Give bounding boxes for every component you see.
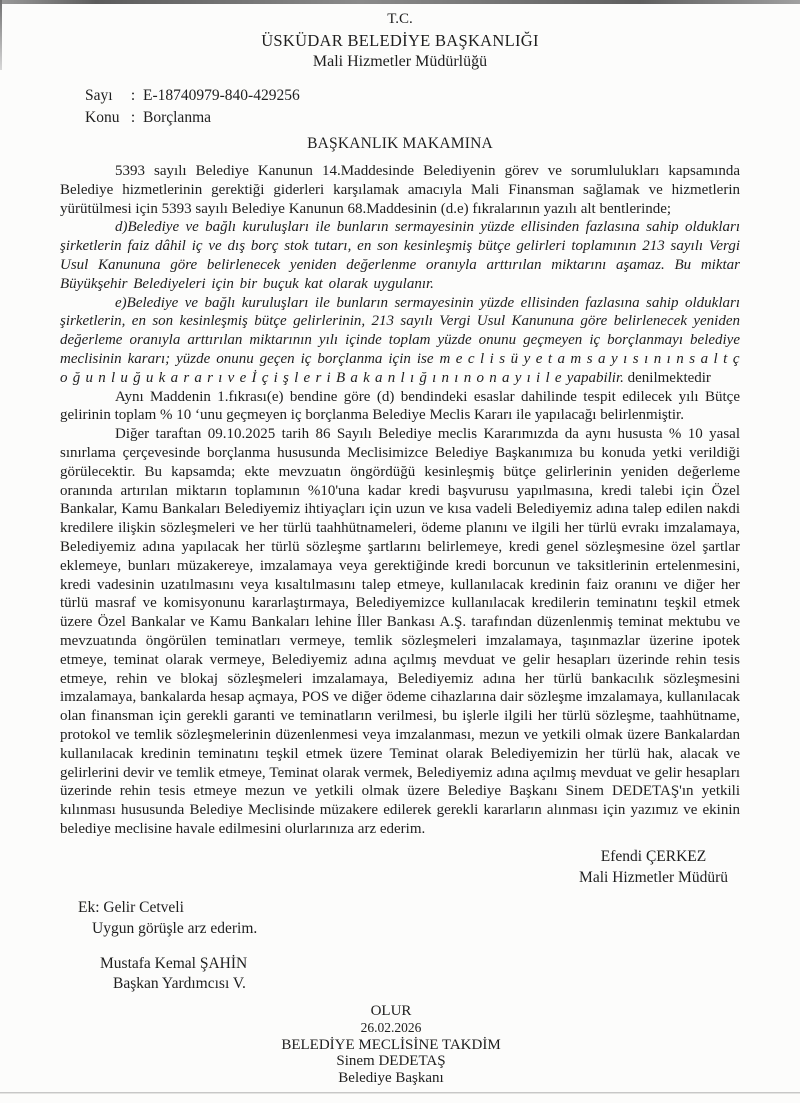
letterhead-tc: T.C. (387, 11, 413, 27)
konu-colon: : (130, 109, 136, 126)
paragraph (60, 294, 740, 388)
meta-row-sayi (85, 85, 800, 107)
paragraph (60, 162, 740, 218)
signature-left-title: Başkan Yardımcısı V. (113, 974, 246, 992)
meta-row-konu (85, 107, 800, 129)
letterhead-organization: ÜSKÜDAR BELEDİYE BAŞKANLIĞI (261, 31, 539, 50)
attachment-line: Ek: Gelir Cetveli (78, 898, 184, 916)
document-meta (85, 85, 800, 129)
letter-body (60, 162, 740, 839)
olur-label: OLUR (370, 1003, 412, 1019)
sayi-colon: : (130, 87, 136, 104)
signature-right-title: Mali Hizmetler Müdürü (579, 868, 728, 886)
approval-note: Uygun görüşle arz ederim. (92, 919, 258, 937)
mayor-title: Belediye Başkanı (338, 1070, 444, 1087)
paragraph (60, 425, 740, 839)
paragraph-text: e)Belediye ve bağlı kuruluşları ile bunların sermayesinin yüzde ellisinden fazlasına sahip oldukları şirketlerin, en son kesinleşmiş bütçe gelirlerinin, 213 sayılı Vergi Usul Kanununa göre belirlenecek yeniden değerleme oranıyla arttırılan miktarının yılı içinde toplam yüzde onunu geçmeyen iç borçlanmayı belediye meclisinin kararı; yüzde onunu geçen iç borçlanma için ise (60, 294, 740, 367)
paragraph-text: Aynı Maddenin 1.fıkrası(e) bendine göre (d) bendindeki esaslar dahilinde tespit edilecek yılı Bütçe gelirinin toplam % 10 ‘unu geçmeyen iç borçlanma Belediye Meclis Kararı ile yapılacağı belirlenmiştir. (60, 388, 740, 424)
scan-top-edge (0, 0, 800, 4)
konu-label: Konu (85, 109, 120, 126)
paragraph-text: m e c l i s ü y e t a m s a y ı s ı n ı n s a l t ç o ğ u n l u ğ u k a r a r ı v e İ ç i ş l e r i B a k a n l ı ğ ı n ı n o n a y ı i l e (60, 350, 740, 386)
addressee-heading: BAŞKANLIK MAKAMINA (307, 135, 493, 152)
signature-right-name: Efendi ÇERKEZ (600, 847, 707, 865)
scan-bottom-line (0, 1092, 800, 1093)
sayi-label: Sayı (85, 87, 113, 104)
paragraph-text: 5393 sayılı Belediye Kanunun 14.Maddesinde Belediyenin görev ve sorumlulukları kapsamında Belediye hizmetlerinin gerektiği giderleri karşılamak amacıyla Mali Finansman sağlamak ve hizmetlerin yürütülmesi için 5393 sayılı Belediye Kanunun 68.Maddesinin (d.e) fıkralarının yazılı alt bentlerinde; (60, 163, 740, 217)
scan-left-edge (0, 0, 2, 70)
paragraph-text: d)Belediye ve bağlı kuruluşları ile bunların sermayesinin yüzde ellisinden fazlasına sahip oldukları şirketlerin faiz dâhil iç ve dış borç stok tutarı, en son kesinleşmiş bütçe gelirleri toplamının 213 sayılı Vergi Usul Kanununa göre belirlenecek yeniden değerlenme oranıyla arttırılan miktarını aşamaz. Bu miktar Büyükşehir Belediyeleri için bir buçuk kat olarak uygulanır. (60, 219, 740, 292)
signature-right (579, 846, 728, 888)
paragraph-text: yapabilir. (566, 369, 624, 386)
signature-left (100, 954, 800, 994)
presented-to-line: BELEDİYE MECLİSİNE TAKDİM (281, 1036, 501, 1053)
approval-date: 26.02.2026 (360, 1019, 422, 1035)
paragraph-text: denilmektedir (623, 369, 711, 386)
mayor-approval-block (0, 1003, 782, 1087)
sayi-value: E-18740979-840-429256 (143, 87, 300, 104)
paragraph-text: Diğer taraftan 09.10.2025 tarih 86 Sayılı Belediye meclis Kararımızda da aynı hususta % 10 yasal sınırlama çerçevesinde borçlanma hususunda Meclisimizce Belediye Başkanımıza bu konuda yetki verildiği görülecektir. Bu kapsamda; ekte mevzuatın öngördüğü kesinleşmiş bütçe gelirlerinin yeniden değerleme oranında artırılan miktarın toplamının %10'una kadar kredi başvurusu yapılmasına, kredi talebi için Özel Bankalar, Kamu Bankaları Belediyemiz ihtiyaçları için uzun ve kısa vadeli Belediyemiz adına talep edilen nakdi kredilere ilişkin sözleşmeleri ve her türlü taahhütnameleri, ödeme planını ve ilgili her türlü evrakı imzalamaya, Belediyemiz adına yapılacak her türlü sözleşme şartlarını belirlemeye, kredi genel sözleşmesine özel şartlar eklemeye, bunları müzakereye, imzalamaya veya gerektiğinde kredi borcunun ve taksitlerinin ertelenmesini, kredi vadesinin uzatılmasını veya kısaltılmasını talep etmeye, kullanılacak kredinin faiz oranını ve diğer her türlü masraf ve komisyonunu kararlaştırmaya, Belediyemizce kullanılacak kredilerin teminatını teşkil etmek üzere Özel Bankalar ve Kamu Bankaları lehine İller Bankası A.Ş. tarafından düzenlenmiş teminat mektubu ve mevzuatında öngörülen teminatları vermeye, temlik sözleşmeleri imzalamaya, taşınmazlar üzerine ipotek etmeye, teminat olarak vermeye, Belediyemiz adına açılmış mevduat ve gelir hesapları üzerinde rehin tesis etmeye, rehin ve blokaj sözleşmeleri imzalamaya, Belediyemiz adına her türlü bankacılık sözleşmesini imzalamaya, bankalarda hesap açmaya, POS ve diğer ödeme cihazlarına dair sözleşme imzalamaya, kullanılacak olan finansman için gerekli garanti ve teminatların verilmesi, bu işlerle ilgili her türlü sözleşme, taahhütname, protokol ve temlik sözleşmelerinin düzenlenmesi veya imzalanması, mezun ve yetkili olmak üzere Bankalardan kullanılacak kredinin teminatını teşkil etmek üzere Teminat olarak Belediyemizin her türlü hak, alacak ve gelirlerini devir ve temlik etmeye, Teminat olarak vermek, Belediyemiz adına açılmış mevduat ve gelir hesapları üzerinde rehin tesis etmeye mezun ve yetkili olmak üzere Belediye Başkanı Sinem DEDETAŞ'ın yetkili kılınması hususunda Belediye Meclisinde müzakere edilerek gerekli kararların alınması için yazımız ve ekinin belediye meclisine havale edilmesini olurlarınıza arz ederim. (60, 426, 740, 837)
letterhead-department: Mali Hizmetler Müdürlüğü (312, 53, 488, 70)
signature-left-name: Mustafa Kemal ŞAHİN (100, 954, 248, 972)
konu-value: Borçlanma (143, 109, 212, 126)
mayor-name: Sinem DEDETAŞ (336, 1053, 446, 1070)
paragraph (60, 218, 740, 293)
attachment-block (78, 897, 800, 939)
letterhead (0, 0, 800, 72)
paragraph (60, 388, 740, 426)
